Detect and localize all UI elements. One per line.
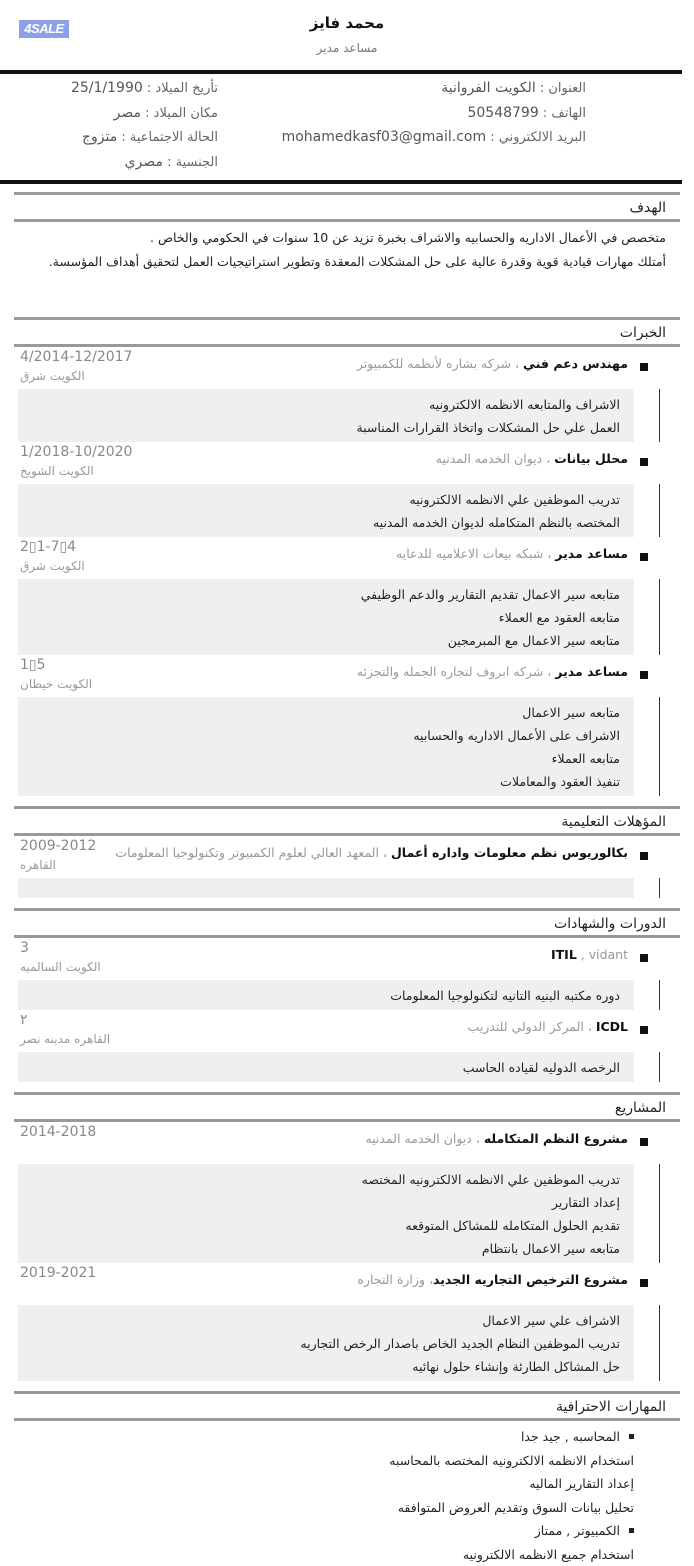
entry-details [18,1305,634,1381]
vertical-rule [659,1164,660,1263]
spacer [14,898,680,908]
detail-line: دوره مكتبه البنيه التانيه لتكنولوجيا المعلومات [18,984,620,1007]
candidate-name: محمد فايز [0,14,694,32]
section-title: المؤهلات التعليمية [14,806,680,836]
entry-date: 4/2014-12/2017 [20,349,132,365]
square-bullet-icon [640,852,648,860]
entry-title [357,356,628,371]
entry-role: مساعد مدير [555,546,628,561]
detail-line: متابعه سير الاعمال بانتظام [18,1237,620,1260]
vertical-rule [659,579,660,655]
detail-line: العمل علي حل المشكلات واتخاذ القرارات المناسبة [18,416,620,439]
entry-location: الكويت شرق [20,559,85,573]
entry-role: مشروع النظم المتكامله [484,1131,628,1146]
square-bullet-icon [640,1138,648,1146]
entry-location: الكويت خيطان [20,677,92,691]
info-value: متزوج [82,129,117,145]
info-row [71,125,218,150]
resume-body [14,192,680,1566]
info-row [282,125,586,150]
skill-group: المحاسبه , جيد جدا [14,1425,634,1449]
entry-details [18,878,634,898]
entry-title [357,1272,628,1287]
objective-line: متخصص في الأعمال الاداريه والحسابيه والاشراف بخبرة تزيد عن 10 سنوات في الحكومي والخاص . [14,226,666,250]
detail-line: متابعه العقود مع العملاء [18,606,620,629]
entry-details [18,389,634,442]
divider [0,180,682,184]
info-row [71,101,218,126]
detail-line: الاشراف والمتابعه الانظمه الالكترونيه [18,393,620,416]
entry-title [551,947,628,962]
entry-details [18,579,634,655]
section-title: الدورات والشهادات [14,908,680,938]
entry-details [18,1052,634,1082]
entry-location: الكويت الشويخ [20,464,94,478]
entry-date: 1▯5 [20,657,46,673]
detail-line: المختصه بالنظم المتكامله لديوان الخدمه المدنيه [18,511,620,534]
info-label: البريد الالكتروني : [490,130,586,145]
detail-line: متابعه سير الاعمال [18,701,620,724]
entry-header [14,836,680,878]
square-bullet-icon [640,553,648,561]
section-title-skills: المهارات الاحترافية [14,1391,680,1421]
entry-details [18,697,634,796]
detail-line: تقديم الحلول المتكامله للمشاكل المتوقعه [18,1214,620,1237]
entry-header [14,1263,680,1305]
entry-title [436,451,628,466]
entry-title [357,664,628,679]
detail-line: تدريب الموظفين النظام الجديد الخاص باصدار الرخص التجاريه [18,1332,620,1355]
entry-title [115,845,628,860]
section-title-objective: الهدف [14,192,680,222]
entry-role: ITIL [551,947,577,962]
skill-group: الكمبيوتر , ممتاز [14,1519,634,1543]
spacer [14,796,680,806]
entry-role: محلل بيانات [554,451,628,466]
entry-organization: ، شركه بشاره لأنظمه للكمبيوتر [357,356,523,371]
entry-header [14,1122,680,1164]
info-value: الكويت الفروانية [441,80,535,96]
vertical-rule [659,389,660,442]
square-bullet-icon [640,1026,648,1034]
entry-header [14,655,680,697]
entry-title [467,1019,628,1034]
entry-date: 1/2018-10/2020 [20,444,132,460]
vertical-rule [659,980,660,1010]
skill-item: استخدام الانظمه الالكترونيه المختصه بالمحاسبه [14,1449,634,1473]
entry-header [14,442,680,484]
entry-role: مشروع الترخيص التجاريه الجديد [433,1272,628,1287]
detail-line: إعداد التقارير [18,1191,620,1214]
info-value: مصر [114,105,141,121]
vertical-rule [659,697,660,796]
entry-date: 2▯1-7▯4 [20,539,76,555]
entry-organization: ، شبكه بيعات الاعلاميه للدعايه [396,546,555,561]
entry-title [365,1131,628,1146]
entry-role: مهندس دعم فني [523,356,628,371]
entry-details [18,484,634,537]
skill-item: تحليل بيانات السوق وتقديم العروض المتوافقه [14,1496,634,1520]
detail-line: تنفيذ العقود والمعاملات [18,770,620,793]
entry-organization: ، ديوان الخدمه المدنيه [365,1131,483,1146]
entry-date: 2019-2021 [20,1265,96,1281]
detail-line: متابعه سير الاعمال مع المبرمجين [18,629,620,652]
info-label: مكان الميلاد : [145,106,218,121]
detail-line: تدريب الموظفين علي الانظمه الالكترونيه [18,488,620,511]
entry-header [14,938,680,980]
contact-info [282,76,586,150]
info-label: العنوان : [540,81,586,96]
section-title: الخبرات [14,317,680,347]
skill-item: إعداد التقارير الماليه [14,1472,634,1496]
entry-title [396,546,628,561]
entry-header [14,347,680,389]
info-value: 25/1/1990 [71,80,143,96]
candidate-job-title: مساعد مدير [0,41,694,55]
info-row [282,76,586,101]
info-label: الحالة الاجتماعية : [121,130,218,145]
entry-organization: ، وزارة التجاره [357,1272,433,1287]
entry-date: ٢ [20,1012,28,1028]
entry-date: 2014-2018 [20,1124,96,1140]
objective-line: أمتلك مهارات قيادية قوية وقدرة عالية على حل المشكلات المعقدة وتطوير استراتيجيات العمل لتحقيق أهداف المؤسسة. [14,250,666,274]
square-bullet-icon [640,363,648,371]
entry-header [14,1010,680,1052]
spacer [14,1082,680,1092]
detail-line: الاشراف علي سير الاعمال [18,1309,620,1332]
entry-organization: ، شركه ابروف لتجاره الجمله والتجزئه [357,664,555,679]
info-row [282,101,586,126]
entry-organization: , vidant [577,947,628,962]
skills-list [14,1421,680,1566]
entry-role: ICDL [596,1019,628,1034]
entry-date: 2009-2012 [20,838,96,854]
info-value: mohamedkasf03@gmail.com [282,129,487,145]
4sale-logo: 4SALE [19,20,69,38]
entry-details [18,1164,634,1263]
entry-date: 3 [20,940,29,956]
square-bullet-icon [640,1279,648,1287]
square-bullet-icon [640,458,648,466]
objective-text [14,222,680,317]
info-row [71,76,218,101]
detail-line: الاشراف على الأعمال الاداريه والحسابيه [18,724,620,747]
skill-item: استخدام جميع الانظمه الالكترونيه [14,1543,634,1566]
entry-location: القاهره [20,858,56,872]
info-label: الجنسية : [167,155,218,170]
info-row [71,150,218,175]
detail-line: الرخصه الدوليه لقياده الحاسب [18,1056,620,1079]
detail-line: متابعه سير الاعمال تقديم التقارير والدعم الوظيفي [18,583,620,606]
info-value: 50548799 [467,105,538,121]
entry-details [18,980,634,1010]
vertical-rule [659,1052,660,1082]
entry-location: الكويت شرق [20,369,85,383]
vertical-rule [659,1305,660,1381]
square-bullet-icon [640,671,648,679]
entry-role: مساعد مدير [555,664,628,679]
entry-location: الكويت السالميه [20,960,101,974]
entry-organization: ، ديوان الخدمه المدنيه [436,451,554,466]
vertical-rule [659,484,660,537]
detail-line: تدريب الموظفين علي الانظمه الالكترونيه المختصه [18,1168,620,1191]
info-label: تأريخ الميلاد : [147,81,218,96]
detail-line: متابعه العملاء [18,747,620,770]
entry-location: القاهره مدينه نصر [20,1032,110,1046]
divider [0,70,682,74]
spacer [14,1381,680,1391]
section-title: المشاريع [14,1092,680,1122]
entry-role: بكالوريوس نظم معلومات واداره أعمال [391,845,628,860]
entry-organization: ، المعهد العالي لعلوم الكمبيوتر وتكنولوجيا المعلومات [115,845,391,860]
entry-header [14,537,680,579]
vertical-rule [659,878,660,898]
info-value: مصري [125,154,163,170]
square-bullet-icon [640,954,648,962]
detail-line: حل المشاكل الطارئة وإنشاء حلول نهائيه [18,1355,620,1378]
entry-organization: ، المركز الدولي للتدريب [467,1019,595,1034]
info-label: الهاتف : [543,106,586,121]
personal-info [71,76,218,174]
